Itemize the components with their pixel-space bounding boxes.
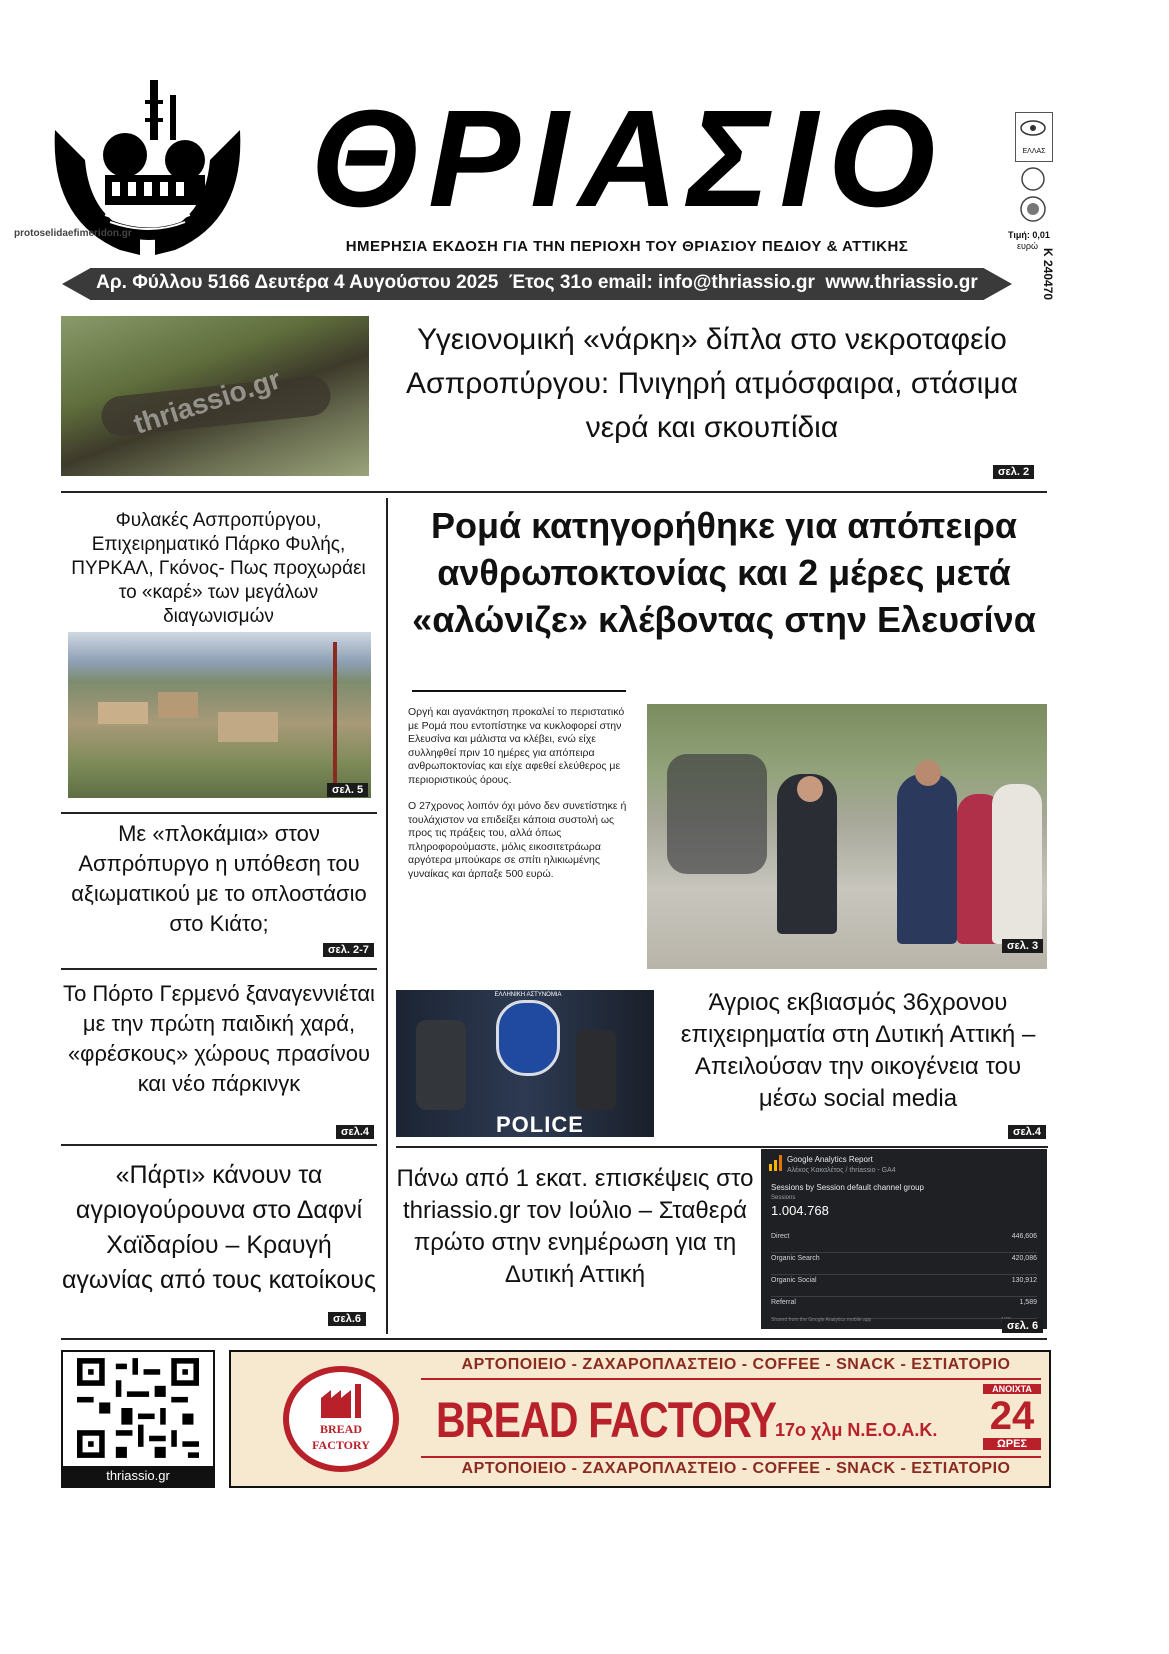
lead-underline: [412, 690, 626, 692]
ad-open-label: ΑΝΟΙΧΤΑ: [983, 1384, 1041, 1394]
row-label: Referral: [771, 1299, 796, 1306]
source-watermark: protoselidaefimeridon.gr: [14, 228, 132, 239]
story-1-photo[interactable]: [61, 316, 369, 476]
analytics-footer: Shared from the Google Analytics mobile app: [771, 1317, 872, 1323]
analytics-row: [771, 1233, 1037, 1253]
story-3-headline[interactable]: Με «πλοκάμια» στον Ασπρόπυργο η υπόθεση του αξιωματικού με το οπλοστάσιο στο Κιάτο;: [71, 821, 367, 936]
masthead-title: ΘΡΙΑΣΙΟ: [310, 82, 946, 236]
qr-code-icon: [77, 1358, 199, 1458]
ad-logo: [283, 1366, 399, 1472]
page-ref: σελ. 3: [1002, 939, 1043, 953]
page-ref: σελ. 6: [1002, 1319, 1043, 1333]
postal-stamp: [1015, 112, 1053, 162]
analytics-row: [771, 1253, 1037, 1275]
analytics-account: Αλέκος Κακαλέτος / thriassio - GA4: [787, 1167, 896, 1174]
lead-paragraph: Οργή και αγανάκτηση προκαλεί το περιστατικό με Ρομά που εντοπίστηκε να κυκλοφορεί στην Ελευσίνα και μάλιστα να κλέβει, ενώ είχε συλληφθεί πριν 10 ημέρες για απόπειρα ανθρωποκτονίας και είχε αφεθεί ελεύθερος με περιοριστικούς όρους.: [408, 706, 625, 786]
page-ref: σελ. 2: [993, 465, 1034, 479]
story-7-headline[interactable]: Πάνω από 1 εκατ. επισκέψεις στο thriassio.gr τον Ιούλιο – Σταθερά πρώτο στην ενημέρωση για τη Δυτική Αττική: [396, 1165, 754, 1288]
analytics-total: 1.004.768: [771, 1203, 829, 1218]
row-label: Organic Social: [771, 1277, 817, 1284]
row-label: Organic Search: [771, 1255, 820, 1262]
price-unit: ευρώ: [1017, 241, 1039, 251]
factory-icon: [319, 1384, 365, 1418]
analytics-row: [771, 1297, 1037, 1319]
analytics-heading: Sessions by Session default channel group: [771, 1183, 924, 1192]
page-ref: σελ. 5: [327, 783, 368, 797]
lead-body: [408, 706, 633, 881]
eye-icon: [1016, 113, 1050, 143]
story-6-headline[interactable]: «Πάρτι» κάνουν τα αγριογούρουνα στο Δαφνί Χαϊδαρίου – Κραυγή αγωνίας από τους κατοίκους: [61, 1161, 377, 1294]
page-ref: σελ.6: [328, 1312, 366, 1326]
issue-code: Κ 240470: [1041, 248, 1055, 301]
page-ref: σελ.4: [1008, 1125, 1046, 1139]
analytics-total-label: Sessions: [771, 1195, 796, 1201]
lead-photo[interactable]: [647, 704, 1047, 969]
column-divider: [386, 498, 388, 1334]
ad-top-line: ΑΡΤΟΠΟΙΕΙΟ - ΖΑΧΑΡΟΠΛΑΣΤΕΙΟ - COFFEE - SNACK - ΕΣΤΙΑΤΟΡΙΟ: [461, 1356, 1011, 1373]
ad-brand: BREAD FACTORY: [436, 1392, 777, 1448]
divider: [61, 812, 377, 814]
issue-line: Αρ. Φύλλου 5166 Δευτέρα 4 Αυγούστου 2025 Έτος 31ο email: info@thriassio.gr www.thriassio.gr: [96, 272, 978, 293]
postage-seal-icon: [1016, 165, 1050, 227]
ad-location: 17ο χλμ Ν.Ε.Ο.Α.Κ.: [775, 1420, 938, 1440]
masthead: [0, 0, 1169, 310]
qr-block[interactable]: [61, 1350, 215, 1488]
page-ref: σελ. 2-7: [323, 943, 374, 957]
page-ref: σελ.4: [336, 1125, 374, 1139]
row-label: Direct: [771, 1233, 790, 1240]
story-4-headline[interactable]: Το Πόρτο Γερμενό ξαναγεννιέται με την πρώτη παιδική χαρά, «φρέσκους» χώρους πρασίνου και νέο πάρκινγκ: [63, 981, 375, 1096]
analytics-screenshot[interactable]: [761, 1149, 1047, 1329]
row-value: 130,912: [1011, 1277, 1037, 1284]
price-label: Τιμή: 0,01: [1008, 230, 1050, 240]
ad-logo-line2: FACTORY: [312, 1438, 370, 1452]
divider: [61, 1144, 377, 1146]
analytics-bar-icon: [769, 1155, 783, 1171]
row-value: 1,589: [1019, 1299, 1037, 1306]
photo-watermark: thriassio.gr: [129, 363, 285, 440]
story-5-photo[interactable]: [396, 990, 654, 1137]
analytics-title: Google Analytics Report: [787, 1155, 873, 1164]
ad-hours-unit: ΩΡΕΣ: [983, 1438, 1041, 1450]
row-value: 446,606: [1011, 1233, 1037, 1240]
lead-paragraph: Ο 27χρονος λοιπόν όχι μόνο δεν συνετίστηκε ή τουλάχιστον να επιδείξει κάποια συστολή ως προς τις πράξεις του, αλλά όπως πληροφορούμαστε, μόλις εικοσιτετράωρα αργότερα μπούκαρε σε σπίτι ηλικιωμένης γυναίκας και άρπαξε 500 ευρώ.: [408, 800, 627, 880]
ad-logo-line1: BREAD: [319, 1422, 362, 1436]
police-text: POLICE: [496, 1112, 584, 1137]
qr-label: thriassio.gr: [63, 1466, 213, 1486]
story-2-headline[interactable]: Φυλακές Ασπροπύργου, Επιχειρηματικό Πάρκο Φυλής, ΠΥΡΚΑΛ, Γκόνος- Πως προχωράει το «καρέ» των μεγάλων διαγωνισμών: [71, 510, 366, 627]
divider: [61, 491, 1047, 493]
lead-headline[interactable]: Ρομά κατηγορήθηκε για απόπειρα ανθρωποκτονίας και 2 μέρες μετά «αλώνιζε» κλέβοντας στην Ελευσίνα: [412, 505, 1036, 640]
police-badge-text: ΕΛΛΗΝΙΚΗ ΑΣΤΥΝΟΜΙΑ: [494, 992, 562, 998]
ad-hours: 24: [989, 1394, 1035, 1438]
story-1-headline[interactable]: Υγειονομική «νάρκη» δίπλα στο νεκροταφείο Ασπροπύργου: Πνιγηρή ατμόσφαιρα, στάσιμα νερά και σκουπίδια: [406, 323, 1018, 444]
analytics-rows: [771, 1233, 1037, 1319]
divider: [396, 1146, 1048, 1148]
divider: [61, 1338, 1047, 1340]
analytics-row: [771, 1275, 1037, 1297]
divider: [61, 968, 377, 970]
ad-bottom-line: ΑΡΤΟΠΟΙΕΙΟ - ΖΑΧΑΡΟΠΛΑΣΤΕΙΟ - COFFEE - SNACK - ΕΣΤΙΑΤΟΡΙΟ: [461, 1460, 1011, 1477]
stamp-text: ΕΛΛΑΣ: [1022, 148, 1046, 155]
masthead-subtitle: ΗΜΕΡΗΣΙΑ ΕΚΔΟΣΗ ΓΙΑ ΤΗΝ ΠΕΡΙΟΧΗ ΤΟΥ ΘΡΙΑΣΙΟΥ ΠΕΔΙΟΥ & ΑΤΤΙΚΗΣ: [345, 238, 909, 255]
bread-factory-ad[interactable]: [229, 1350, 1051, 1488]
story-2-photo[interactable]: [68, 632, 371, 798]
row-value: 420,086: [1011, 1255, 1037, 1262]
story-5-headline[interactable]: Άγριος εκβιασμός 36χρονου επιχειρηματία στη Δυτική Αττική – Απειλούσαν την οικογένεια του μέσω social media: [680, 989, 1036, 1112]
